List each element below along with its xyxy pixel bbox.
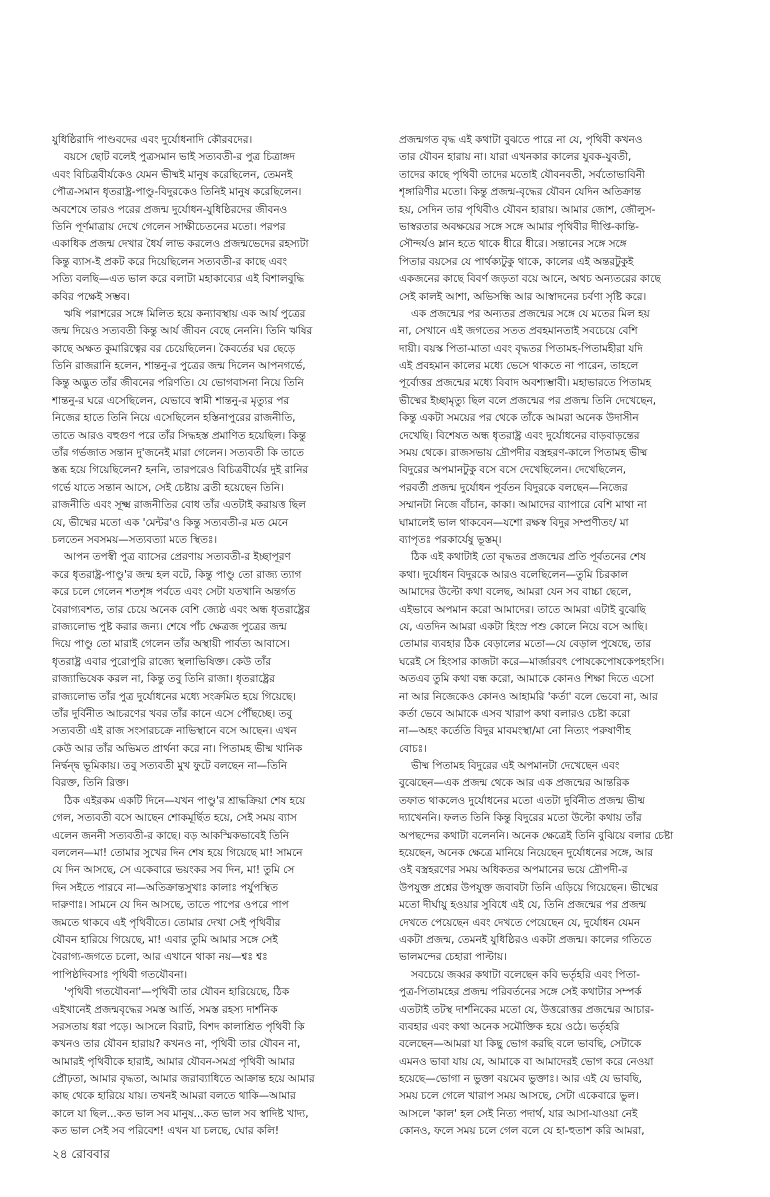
- text-line: সৌন্দর্যও ম্লান হতে থাকে ধীরে ধীরে। সন্তানের সঙ্গে সঙ্গে: [399, 238, 627, 251]
- text-line: সময় থেকে। রাজসভায় দ্রৌপদীর বস্ত্রহরণ-কালে পিতামহ ভীষ্ম: [399, 447, 648, 460]
- text-line: অবশেষে তারও পরের প্রজন্ম দুর্যোধন-যুধিষ্ঠিরদের জীবনও: [52, 203, 288, 216]
- text-line: দিন সইতে পারবে না—অতিক্রান্তসুখাঃ কালাঃ পর্যুপস্থিত: [52, 881, 278, 894]
- text-line: তিনি পূর্ণমাত্রায় দেখে গেলেন সাক্ষীচেতনের মতো। পরপর: [52, 220, 286, 233]
- text-line: একটা প্রজন্ম, তেমনই যুধিষ্ঠিরও একটা প্রজন্ম। কালের গতিতে: [399, 933, 652, 946]
- text-line: এইভাবে অপমান করো আমাদের। তাতে আমরা এটাই বুঝেছি: [399, 603, 646, 616]
- text-line: দ্যাখেননি। ফলত তিনি কিন্তু বিদুরের মতো উল্টো কথায় তাঁর: [399, 812, 642, 825]
- text-line: বুঝেছেন—এক প্রজন্ম থেকে আর এক প্রজন্মের আন্তরিক: [399, 777, 630, 790]
- text-line: আপন তপস্বী পুত্র ব্যাসের প্রেরণায় সত্যবতী-র ইচ্ছাপূরণ: [64, 551, 291, 564]
- text-line: তফাত থাকলেও দুর্যোধনের মতো এতটা দুর্বিনীত প্রজন্ম ভীষ্ম: [399, 794, 645, 807]
- text-line: অতএব তুমি কথা বন্ধ করো, আমাকে কোনও শিক্ষা দিতে এসো: [399, 673, 654, 686]
- text-line: আসলে 'কাল' হল সেই নিত্য পদার্থ, যার আসা-যাওয়া নেই: [399, 1107, 638, 1120]
- text-line: অপছন্দের কথাটা বলেননি। অনেক ক্ষেত্রেই তিনি বুঝিয়ে বলার চেষ্টা: [399, 829, 674, 842]
- text-line: কাছে অক্ষত কুমারিত্বের বর চেয়েছিলেন। কৈবর্তের ঘর ছেড়ে: [52, 342, 296, 355]
- text-line: শান্তনু-র ঘরে এসেছিলেন, যেভাবে স্বামী শান্তনু-র মৃত্যুর পর: [52, 394, 290, 407]
- text-line: যে, এতদিন আমরা একটা হিংস্র পশু কোলে নিয়ে বসে আছি।: [399, 620, 648, 633]
- text-line: জন্ম দিয়েও সত্যবতী কিন্তু আর্য জীবন বেছে নেননি। তিনি ঋষির: [52, 325, 313, 338]
- text-line: ঋষি পরাশরের সঙ্গে মিলিত হয়ে কন্যাবস্থায় এক আর্য পুত্রের: [64, 307, 306, 320]
- text-line: দিয়ে পাণ্ডু তো মারাই গেলেন তাঁর অস্থায়ী পার্বত্য আবাসে।: [52, 638, 290, 651]
- text-line: মতো দীর্ঘায়ু হওয়ার সুবিধে এই যে, তিনি প্রজন্মের পর প্রজন্ম: [399, 899, 647, 912]
- text-line: পরবর্তী প্রজন্ম দুর্যোধন পূর্বতন বিদুরকে বলছেন—নিজের: [399, 481, 628, 494]
- text-line: রাজনীতি এবং সূক্ষ্ম রাজনীতির বোধ তাঁর এতটাই করায়ত্ত ছিল: [52, 499, 306, 512]
- text-line: চলতেন সবসময়—সত্যবত্যা মতে স্থিতঃ।: [52, 533, 218, 546]
- text-line: কিন্তু ব্যাস-ই প্রকট করে দিয়েছিলেন সত্যবতী-র কাছে এবং: [52, 255, 287, 268]
- text-line: বৈরাগ্য-জগতে চলো, আর এখানে থাকা নয়—শ্বঃ শ্বঃ: [52, 951, 268, 964]
- text-line: বোচঃ।: [399, 742, 427, 755]
- text-line: ভালমন্দের চেহারা পাল্টায়।: [399, 951, 507, 964]
- text-line: বিদুরের অপমানটুকু বসে বসে দেখেছিলেন। দেখেছিলেন,: [399, 464, 627, 477]
- text-line: কেউ আর তাঁর অভিমত প্রার্থনা করে না। পিতামহ ভীষ্ম খানিক: [52, 742, 303, 755]
- text-line: ঠিক এইরকম একটি দিনে—যখন পাণ্ডু'র শ্রাদ্ধক্রিয়া শেষ হয়ে: [64, 794, 306, 807]
- text-line: এমনও ভাবা যায় যে, আমাকে বা আমাদেরই ভোগ করে নেওয়া: [399, 1055, 654, 1068]
- text-line: বয়সে ছোট বলেই পুত্রসমান ভাই সত্যবতী-র পুত্র চিত্রাঙ্গদ: [64, 151, 296, 164]
- text-line: কত ভাল সেই সব পরিবেশ! এখন যা চলছে, ঘোর কলি!: [52, 1125, 279, 1138]
- text-line: সবচেয়ে জব্বর কথাটা বলেছেন কবি ভর্তৃহরি এবং পিতা-: [411, 968, 641, 981]
- text-line: কখনও তার যৌবন হারায়? কখনও না, পৃথিবী তার যৌবন না,: [52, 1038, 301, 1051]
- text-line: হয়েছেন, অনেক ক্ষেত্রে মানিয়ে নিয়েছেন দুর্যোধনের সঙ্গে, আর: [399, 847, 653, 860]
- text-line: সত্যি বলছি—এত ভাল করে বলাটা মহাকাব্যের এই বিশালবুদ্ধি: [52, 273, 305, 286]
- page-number: ২৪: [52, 1147, 68, 1161]
- page-footer: [52, 1146, 110, 1166]
- text-line: পাপিষ্ঠদিবসাঃ পৃথিবী গতযৌবনা।: [52, 968, 188, 981]
- text-line: ব্যাপৃতঃ পরকার্যেষু ভূস্তম্।: [399, 533, 502, 546]
- text-line: ভাস্বরতার অবক্ষয়ের সঙ্গে সঙ্গে আমার পৃথিবীর দীপ্তি-কান্তি-: [399, 220, 639, 233]
- text-line: জমতে থাকবে এই পৃথিবীতে। তোমার দেখা সেই পৃথিবীর: [52, 916, 281, 929]
- text-line: এই প্রবহমান কালের মধ্যে ভেসে থাকতে না পারেন, তাহলে: [399, 360, 639, 373]
- text-line: ভীষ্ম পিতামহ বিদুরের এই অপমানটা দেখেছেন এবং: [411, 760, 620, 773]
- text-line: দায়ী। বয়স্ক পিতা-মাতা এবং বৃদ্ধতর পিতামহ-পিতামহীরা যদি: [399, 342, 643, 355]
- text-line: তাঁর দুর্বিনীত আচরণের খবর তাঁর কানে এসে পৌঁছচ্ছে। তবু: [52, 707, 293, 720]
- text-line: গেল, সত্যবতী বসে আছেন শোকমূর্ছিত হয়ে, সেই সময় ব্যাস: [52, 812, 297, 825]
- text-line: ঠিক এই কথাটাই তো বৃদ্ধতর প্রজন্মের প্রতি পূর্বতনের শেষ: [411, 551, 646, 564]
- text-line: বিরক্ত, তিনি রিক্ত।: [52, 777, 129, 790]
- text-line: ভীষ্মের ইচ্ছামৃত্যু ছিল বলে প্রজন্মের পর প্রজন্ম তিনি দেখেছেন,: [399, 394, 657, 407]
- text-line: না—অহং কর্তেতি বিদুর মাবমংস্থা/মা নো নিত্যং পরুষাণীহ: [399, 725, 631, 738]
- magazine-name: রোববার: [71, 1147, 110, 1161]
- article-left-column: [52, 132, 357, 1141]
- text-line: একজনের কাছে বিবর্ণ জড়তা বয়ে আনে, অথচ অন্যতরের কাছে: [399, 273, 661, 286]
- text-line: সম্মানটা নিজে বাঁচান, কাকা। আমাদের ব্যাপারে বেশি মাথা না: [399, 499, 647, 512]
- text-line: আমারই পৃথিবীকে হারাই, আমার যৌবন-সমগ্র পৃথিবী আমার: [52, 1055, 295, 1068]
- text-line: যৌবন হারিয়ে গিয়েছে, মা! এবার তুমি আমার সঙ্গে সেই: [52, 933, 278, 946]
- text-line: ধৃতরাষ্ট্র এবার পুরোপুরি রাজ্যে স্থলাভিষিক্ত। কেউ তাঁর: [52, 655, 272, 668]
- article-right-column: [399, 132, 706, 1141]
- text-line: যুধিষ্ঠিরাদি পাণ্ডবদের এবং দুর্যোধনাদি কৌরবদের।: [52, 134, 253, 146]
- text-line: যে, ভীষ্মের মতো এক 'মেন্টর'ও কিন্তু সত্যবতী-র মত মেনে: [52, 516, 289, 529]
- text-line: তিনি রাজরানি হলেন, শান্তনু-র পুত্রের জন্ম দিলেন আপনগর্ভে,: [52, 360, 306, 373]
- text-line: সরসতায় ধরা পড়ে। আসলে বিরাট, বিশদ কালাশ্রিত পৃথিবী কি: [52, 1020, 305, 1033]
- text-line: একাধিক প্রজন্ম দেখার ধৈর্য লাভ করলেও প্রজন্মভেদের রহস্যটা: [52, 238, 309, 251]
- text-line: যে দিন আসছে, সে একেবারে ভয়ংকর সব দিন, মা! তুমি সে: [52, 864, 295, 877]
- text-line: কিন্তু একটা সময়ের পর থেকে তাঁকে আমরা অনেক উদাসীন: [399, 412, 639, 425]
- text-line: পৌত্র-সমান ধৃতরাষ্ট্র-পাণ্ডু-বিদুরকেও তিনিই মানুষ করেছিলেন।: [52, 186, 302, 199]
- text-line: প্রজন্মগত বৃদ্ধ এই কথাটা বুঝতে পারে না যে, পৃথিবী কখনও: [399, 134, 643, 146]
- text-line: বললেন—মা! তোমার সুখের দিন শেষ হয়ে গিয়েছে মা! সামনে: [52, 847, 303, 860]
- text-line: এতটাই তটস্থ দার্শনিকের মতো যে, উত্তরোত্তর প্রজন্মের আচার-: [399, 1003, 655, 1016]
- text-line: ঘামালেই ভাল থাকবেন—যশো রক্ষস্ব বিদুর সম্প্রণীতং/ মা: [399, 516, 629, 529]
- text-line: বলেছেন—আমরা যা কিছু ভোগ করছি বলে ভাবছি, সেটাকে: [399, 1038, 642, 1051]
- text-line: প্রৌঢ়তা, আমার বৃদ্ধতা, আমার জরাব্যাধিতে আক্রান্ত হয়ে আমার: [52, 1073, 315, 1086]
- text-line: কর্তা ভেবে আমাকে এসব খারাপ কথা বলারও চেষ্টা করো: [399, 707, 631, 720]
- text-line: করে চলে গেলেন শতশৃঙ্গ পর্বতে এবং সেটা যতখানি অন্তর্গত: [52, 586, 296, 599]
- text-line: তাঁর গর্ভজাত সন্তান দু'জনেই মারা গেলেন। সত্যবতী কি তাতে: [52, 447, 304, 460]
- text-line: করে ধৃতরাষ্ট্র-পাণ্ডু'র জন্ম হল বটে, কিন্তু পাণ্ডু তো রাজ্য ত্যাগ: [52, 568, 302, 581]
- text-line: সেই কালই আশা, অভিসন্ধি আর আস্বাদনের চর্বণা সৃষ্টি করে।: [399, 290, 647, 303]
- text-line: দারুণাঃ। সামনে যে দিন আসছে, তাতে পাপের ওপরে পাপ: [52, 899, 289, 912]
- text-line: ওই বস্ত্রহরণের সময় অধিকতর অপমানের ভয়ে দ্রৌপদী-র: [399, 864, 628, 877]
- text-line: স্তব্ধ হয়ে গিয়েছিলেন? হননি, তারপরেও বিচিত্রবীর্যের দুই রানির: [52, 464, 309, 477]
- text-line: পিতার বয়সের যে পার্থক্যটুকু থাকে, কালের এই অন্তরটুকুই: [399, 255, 634, 268]
- text-line: তার যৌবন হারায় না। যারা এখনকার কালের যুবক-যুবতী,: [399, 151, 632, 164]
- text-line: কিন্তু অদ্ভুত তাঁর জীবনের পরিণতি। যে ভোগবাসনা নিয়ে তিনি: [52, 377, 304, 390]
- text-line: কবির পক্ষেই সম্ভব।: [52, 290, 130, 303]
- text-line: নির্দ্বন্দ্ব ভূমিকায়। তবু সত্যবতী মুখ ফুটে বলছেন না—তিনি: [52, 760, 288, 773]
- text-line: এক প্রজন্মের পর অন্যতর প্রজন্মের সঙ্গে যে মতের মিল হয়: [411, 307, 650, 320]
- text-line: দেখতে পেয়েছেন এবং দেখতে পেয়েছেন যে, দুর্যোধন যেমন: [399, 916, 641, 929]
- text-line: ঘরেই সে হিংসার কাজটা করে—মার্জারবৎ পোষকেপোষকেপহংসি।: [399, 655, 665, 668]
- text-line: পুত্র-পিতামহের প্রজন্ম পরিবর্তনের সঙ্গে সেই কথাটার সম্পর্ক: [399, 986, 642, 999]
- text-line: সত্যবতী এই রাজ সংসারচক্রে নাভিস্থানে বসে আছেন। এখন: [52, 725, 297, 738]
- text-line: রাজ্যাভিষেক করল না, কিন্তু তবু তিনি রাজা। ধৃতরাষ্ট্রের: [52, 673, 275, 686]
- text-line: রাজ্যলোভ পুষ্ট করার জন্য। শেষে পাঁচ ক্ষেত্রজ পুত্রের জন্ম: [52, 620, 287, 633]
- text-line: না আর নিজেকেও কোনও আহামরি 'কর্তা' বলে ভেবো না, আর: [399, 690, 658, 703]
- text-line: পূর্বোত্তর প্রজন্মের মধ্যে বিবাদ অবশ্যম্ভাবী। মহাভারতে পিতামহ: [399, 377, 651, 390]
- text-line: হয়েছে—ভোগা ন ভুক্তা বয়মেব ভুক্তাঃ। আর এই যে ভাবছি,: [399, 1073, 643, 1086]
- text-line: নিজের হাতে তিনি নিয়ে এসেছিলেন হস্তিনাপুরের রাজনীতি,: [52, 412, 296, 425]
- text-line: বৈরাগ্যবশত, তার চেয়ে অনেক বেশি জ্যেষ্ঠ এবং অন্ধ ধৃতরাষ্ট্রের: [52, 603, 310, 616]
- text-line: 'পৃথিবী গতযৌবনা'—পৃথিবী তার যৌবন হারিয়েছে, ঠিক: [64, 986, 290, 999]
- text-line: গর্ভে যাতে সন্তান আসে, সেই চেষ্টায় ব্রতী হয়েছেন তিনি।: [52, 481, 284, 494]
- text-line: কালে যা ছিল...কত ভাল সব মানুষ...কত ভাল সব স্বাদিষ্ট খাদ্য,: [52, 1107, 309, 1120]
- text-line: আমাদের উল্টো কথা বলেছ, আমরা যেন সব বাচ্চা ছেলে,: [399, 586, 632, 599]
- text-line: দেখেছি। বিশেষত অন্ধ ধৃতরাষ্ট্র এবং দুর্যোধনের বাড়বাড়ন্তের: [399, 429, 640, 442]
- text-line: কথা। দুর্যোধন বিদুরকে আরও বলেছিলেন—তুমি চিরকাল: [399, 568, 629, 581]
- text-line: তাতে আরও বহুগুণ পরে তাঁর সিদ্ধহস্ত প্রমাণিত হয়েছিল। কিন্তু: [52, 429, 306, 442]
- text-line: এলেন জননী সত্যবতী-র কাছে। বড় আকস্মিকভাবেই তিনি: [52, 829, 289, 842]
- text-line: না, সেখানে এই জগতের সতত প্রবহমানতাই সবচেয়ে বেশি: [399, 325, 638, 338]
- text-line: কোনও, ফলে সময় চলে গেল বলে যে হা-হুতাশ করি আমরা,: [399, 1125, 645, 1138]
- text-line: এবং বিচিত্রবীর্যকেও যেমন ভীষ্মই মানুষ করেছিলেন, তেমনই: [52, 168, 293, 181]
- text-line: এইখানেই প্রজন্মবৃদ্ধের সমস্ত আর্তি, সমস্ত রহস্য দার্শনিক: [52, 1003, 278, 1016]
- text-line: তোমার ব্যবহার ঠিক বেড়ালের মতো—যে বেড়াল পুষেছে, তার: [399, 638, 652, 651]
- text-line: হয়, সেদিন তার পৃথিবীও যৌবন হারায়। আমার জোশ, জৌলুস-: [399, 203, 656, 216]
- text-line: উপযুক্ত প্রশ্নের উপযুক্ত জবাবটা তিনি এড়িয়ে গিয়েছেন। ভীষ্মের: [399, 881, 659, 894]
- text-line: রাজ্যলোভ তাঁর পুত্র দুর্যোধনের মধ্যে সংক্রমিত হয়ে গিয়েছে।: [52, 690, 296, 703]
- text-line: কাছ থেকে হারিয়ে যায়। তখনই আমরা বলতে থাকি—আমার: [52, 1090, 296, 1103]
- text-line: সময় চলে গেলে খারাপ সময় আসছে, সেটা একেবারে ভুল।: [399, 1090, 639, 1103]
- text-line: ব্যবহার এবং কথা অনেক সমৌক্তিক হয়ে ওঠে। ভর্তৃহরি: [399, 1020, 620, 1033]
- text-line: তাদের কাছে পৃথিবী তাদের মতোই যৌবনবতী, সর্বতোভাবিনী: [399, 168, 645, 181]
- text-line: শৃঙ্গারিণীর মতো। কিন্তু প্রজন্ম-বৃদ্ধের যৌবন যেদিন অতিক্রান্ত: [399, 186, 641, 199]
